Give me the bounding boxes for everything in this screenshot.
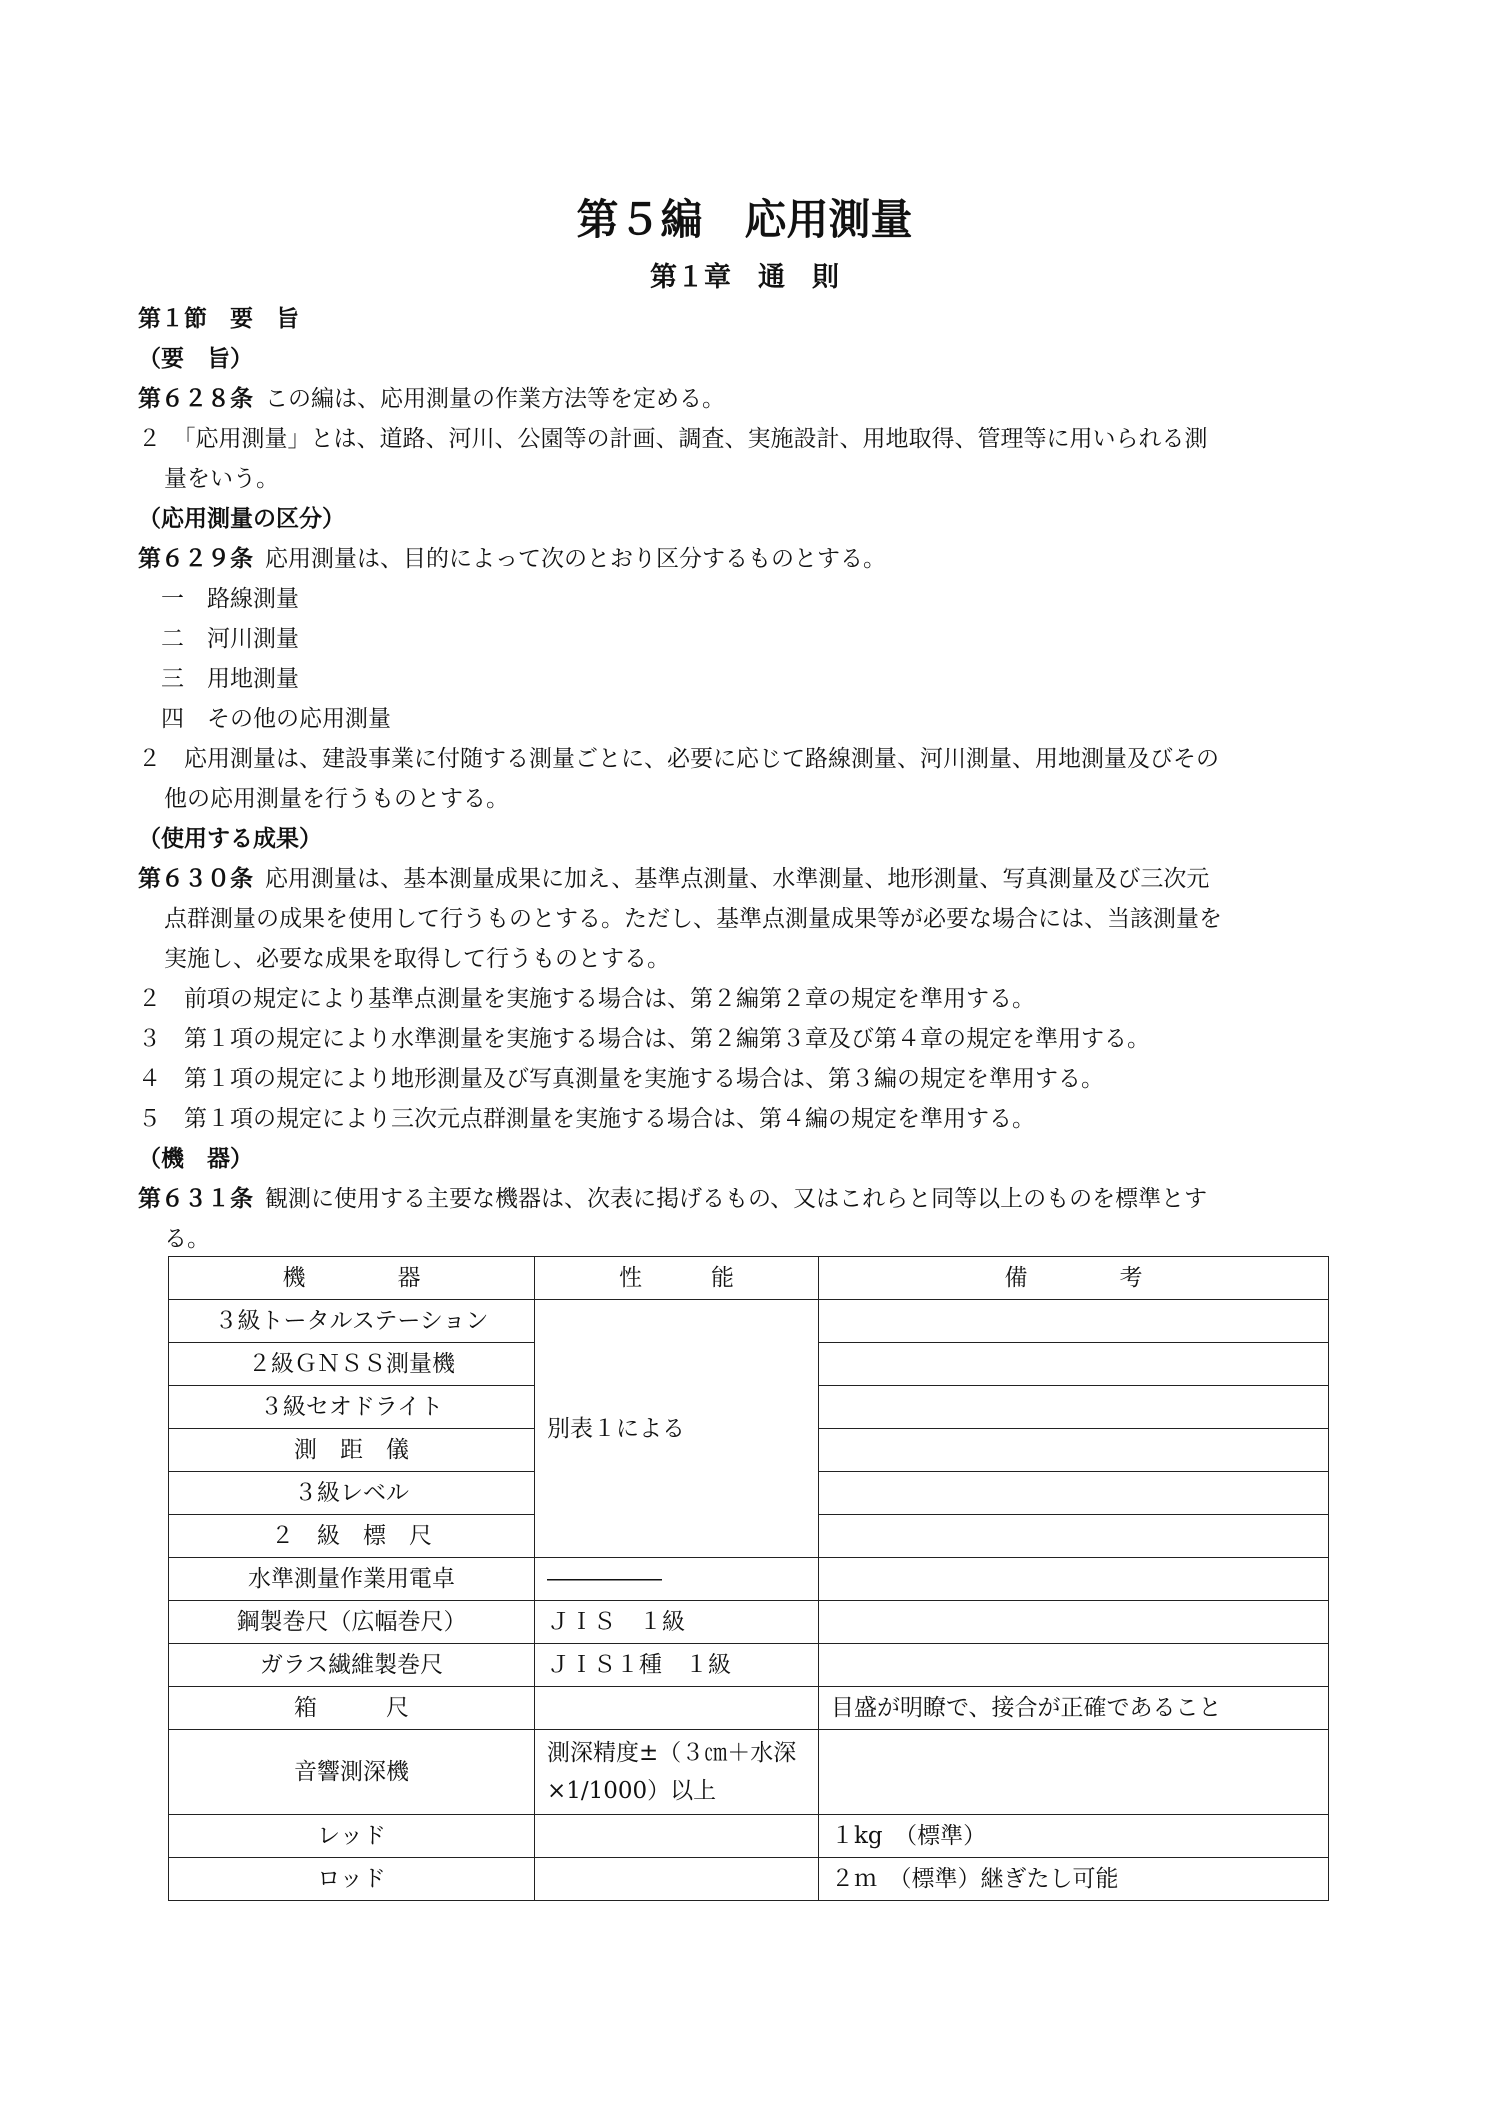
remarks-cell: １kg （標準） (819, 1815, 1329, 1858)
equipment-cell: ３級セオドライト (169, 1386, 535, 1429)
equipment-cell: ガラス繊維製巻尺 (169, 1644, 535, 1687)
article-number: 第６３１条 (138, 1186, 253, 1212)
text-line (138, 579, 1360, 619)
text-line (138, 1099, 1360, 1139)
section-heading: 第１節 要 旨 (138, 306, 299, 332)
table-row (169, 1687, 1329, 1730)
text-line (138, 1019, 1360, 1059)
performance-cell: ――――― (535, 1558, 819, 1601)
text-line (138, 859, 1360, 899)
remarks-cell: ２ｍ （標準）継ぎたし可能 (819, 1858, 1329, 1901)
text-line (138, 1059, 1360, 1099)
remarks-cell (819, 1343, 1329, 1386)
article-heading (138, 819, 1360, 859)
article-heading (138, 499, 1360, 539)
table-row (169, 1300, 1329, 1343)
line-text: ２ 応用測量は、建設事業に付随する測量ごとに、必要に応じて路線測量、河川測量、用地測量及びその (138, 746, 1219, 772)
equipment-cell: ロッド (169, 1858, 535, 1901)
line-text: （応用測量の区分） (138, 506, 345, 532)
text-line (138, 539, 1360, 579)
text-line (138, 699, 1360, 739)
table-row (169, 1815, 1329, 1858)
line-text: ５ 第１項の規定により三次元点群測量を実施する場合は、第４編の規定を準用する。 (138, 1106, 1035, 1132)
equipment-cell: レッド (169, 1815, 535, 1858)
table-body (169, 1300, 1329, 1901)
remarks-cell: 目盛が明瞭で、接合が正確であること (819, 1687, 1329, 1730)
equipment-cell: ３級トータルステーション (169, 1300, 535, 1343)
line-text: 量をいう。 (164, 466, 279, 492)
remarks-cell (819, 1558, 1329, 1601)
line-text: 他の応用測量を行うものとする。 (164, 786, 509, 812)
performance-cell: 別表１による (535, 1300, 819, 1558)
line-text: （使用する成果） (138, 826, 322, 852)
text-line (138, 779, 1360, 819)
line-text: 応用測量は、基本測量成果に加え、基準点測量、水準測量、地形測量、写真測量及び三次元 (265, 866, 1210, 892)
performance-cell: 測深精度±（３㎝＋水深×1/1000）以上 (535, 1730, 819, 1815)
line-text: 一 路線測量 (161, 586, 299, 612)
part-title: 第５編 応用測量 (576, 195, 913, 244)
performance-cell (535, 1815, 819, 1858)
header-equipment: 機 器 (169, 1257, 535, 1300)
line-text: ２ 前項の規定により基準点測量を実施する場合は、第２編第２章の規定を準用する。 (138, 986, 1035, 1012)
text-line (138, 939, 1360, 979)
line-text: （要 旨） (138, 346, 253, 372)
article-number: 第６３０条 (138, 866, 253, 892)
remarks-cell (819, 1386, 1329, 1429)
body-text (138, 299, 1360, 1259)
text-line (138, 979, 1360, 1019)
table-row (169, 1858, 1329, 1901)
article-number: 第６２８条 (138, 386, 253, 412)
chapter-title: 第１章 通 則 (650, 262, 839, 293)
text-line (138, 419, 1360, 459)
line-text: る。 (164, 1226, 210, 1252)
line-text: ４ 第１項の規定により地形測量及び写真測量を実施する場合は、第３編の規定を準用する。 (138, 1066, 1104, 1092)
text-line (138, 1179, 1360, 1219)
remarks-cell (819, 1601, 1329, 1644)
remarks-cell (819, 1644, 1329, 1687)
text-line (138, 659, 1360, 699)
header-remarks: 備 考 (819, 1257, 1329, 1300)
equipment-cell: 測 距 儀 (169, 1429, 535, 1472)
performance-cell: ＪＩＳ １級 (535, 1601, 819, 1644)
table-row (169, 1730, 1329, 1815)
line-text: この編は、応用測量の作業方法等を定める。 (265, 386, 725, 412)
equipment-cell: 鋼製巻尺（広幅巻尺） (169, 1601, 535, 1644)
equipment-cell: 音響測深機 (169, 1730, 535, 1815)
line-text: 四 その他の応用測量 (161, 706, 391, 732)
text-line (138, 459, 1360, 499)
line-text: 観測に使用する主要な機器は、次表に掲げるもの、又はこれらと同等以上のものを標準とす (265, 1186, 1208, 1212)
line-text: 点群測量の成果を使用して行うものとする。ただし、基準点測量成果等が必要な場合には、当該測量を (164, 906, 1222, 932)
line-text: 実施し、必要な成果を取得して行うものとする。 (164, 946, 670, 972)
line-text: 二 河川測量 (161, 626, 299, 652)
text-line (138, 379, 1360, 419)
line-text: 三 用地測量 (161, 666, 299, 692)
performance-cell (535, 1687, 819, 1730)
remarks-cell (819, 1472, 1329, 1515)
text-line (138, 619, 1360, 659)
text-line (138, 739, 1360, 779)
remarks-cell (819, 1730, 1329, 1815)
equipment-cell: ３級レベル (169, 1472, 535, 1515)
performance-cell: ＪＩＳ１種 １級 (535, 1644, 819, 1687)
article-lines (138, 339, 1360, 1259)
equipment-table (168, 1256, 1329, 1901)
article-heading (138, 339, 1360, 379)
table-header-row (169, 1257, 1329, 1300)
remarks-cell (819, 1515, 1329, 1558)
article-heading (138, 1139, 1360, 1179)
remarks-cell (819, 1429, 1329, 1472)
text-line (138, 1219, 1360, 1259)
table-row (169, 1601, 1329, 1644)
text-line (138, 899, 1360, 939)
article-number: 第６２９条 (138, 546, 253, 572)
equipment-cell: 箱 尺 (169, 1687, 535, 1730)
performance-cell (535, 1858, 819, 1901)
line-text: 応用測量は、目的によって次のとおり区分するものとする。 (265, 546, 886, 572)
line-text: ３ 第１項の規定により水準測量を実施する場合は、第２編第３章及び第４章の規定を準用する。 (138, 1026, 1150, 1052)
line-text: （機 器） (138, 1146, 253, 1172)
table-row (169, 1644, 1329, 1687)
table-row (169, 1558, 1329, 1601)
header-performance: 性 能 (535, 1257, 819, 1300)
line-text: ２ 「応用測量」とは、道路、河川、公園等の計画、調査、実施設計、用地取得、管理等に用いられる測 (138, 426, 1208, 452)
equipment-cell: ２ 級 標 尺 (169, 1515, 535, 1558)
equipment-cell: ２級ＧＮＳＳ測量機 (169, 1343, 535, 1386)
equipment-cell: 水準測量作業用電卓 (169, 1558, 535, 1601)
remarks-cell (819, 1300, 1329, 1343)
